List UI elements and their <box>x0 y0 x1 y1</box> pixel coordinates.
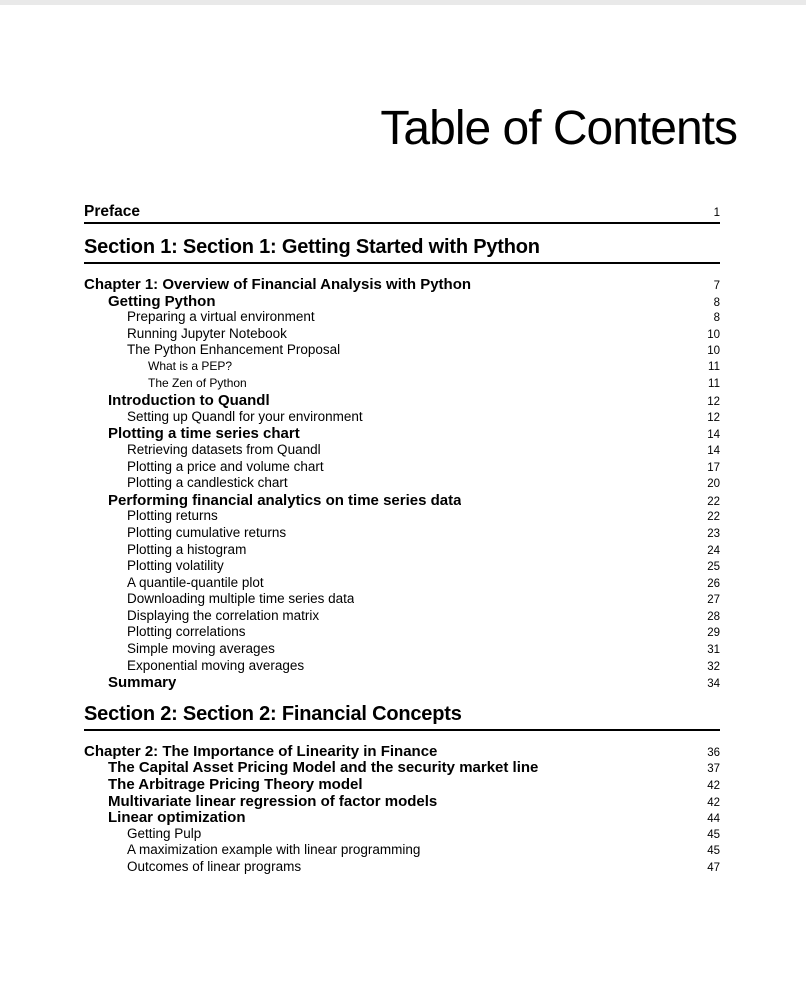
toc-entry-page-number: 10 <box>707 328 720 341</box>
toc-entry-label: The Capital Asset Pricing Model and the security market line <box>108 759 539 777</box>
toc-entry[interactable] <box>84 376 720 393</box>
toc-entry[interactable] <box>84 759 720 776</box>
toc-entry-page-number: 45 <box>707 828 720 841</box>
toc-entry-label: Displaying the correlation matrix <box>127 607 320 623</box>
toc-entry[interactable] <box>84 776 720 793</box>
toc-entry-label: The Python Enhancement Proposal <box>127 342 341 358</box>
toc-entry-list <box>84 276 720 691</box>
toc-entry-page-number: 45 <box>707 845 720 858</box>
toc-entry-label: Getting Pulp <box>127 825 202 841</box>
toc-entry-label: A maximization example with linear programming <box>127 842 421 858</box>
toc-entry[interactable] <box>84 392 720 409</box>
toc-entry-label: The Arbitrage Pricing Theory model <box>108 776 363 794</box>
toc-entry-page-number: 7 <box>713 280 720 292</box>
toc-entry-label: Plotting a histogram <box>127 541 247 557</box>
toc-entry[interactable] <box>84 508 720 525</box>
toc-entry[interactable] <box>84 359 720 376</box>
toc-entry-label: Chapter 2: The Importance of Linearity in Finance <box>84 742 438 760</box>
toc-entry-page-number: 27 <box>707 594 720 607</box>
toc-entry[interactable] <box>84 624 720 641</box>
toc-entry[interactable] <box>84 276 720 293</box>
toc-entry-page-number: 32 <box>707 660 720 673</box>
toc-entry-page-number: 17 <box>707 461 720 474</box>
toc-entry[interactable] <box>84 525 720 542</box>
toc-entry-page-number: 37 <box>707 763 720 776</box>
toc-entry-page-number: 24 <box>707 544 720 557</box>
toc-preface-page-number: 1 <box>713 207 720 219</box>
toc-entry-label: Exponential moving averages <box>127 657 305 673</box>
toc-entry[interactable] <box>84 859 720 876</box>
toc-entry-page-number: 10 <box>707 345 720 358</box>
toc-entry-page-number: 11 <box>708 360 720 373</box>
toc-entry-label: Retrieving datasets from Quandl <box>127 441 321 457</box>
toc-entry-label: Multivariate linear regression of factor models <box>108 792 438 810</box>
toc-entry[interactable] <box>84 674 720 691</box>
toc-entry-label: Plotting a time series chart <box>108 425 300 443</box>
toc-entry-page-number: 11 <box>708 377 720 390</box>
toc-entry-label: Plotting correlations <box>127 624 246 640</box>
toc-entry-page-number: 8 <box>713 296 720 309</box>
toc-page <box>84 0 737 876</box>
toc-entry[interactable] <box>84 809 720 826</box>
toc-entry[interactable] <box>84 591 720 608</box>
toc-entry-page-number: 14 <box>707 444 720 457</box>
toc-entry-page-number: 36 <box>707 746 720 759</box>
toc-entry-label: Downloading multiple time series data <box>127 591 355 607</box>
toc-entry[interactable] <box>84 442 720 459</box>
toc-preface-entry[interactable] <box>84 203 720 224</box>
toc-entry[interactable] <box>84 743 720 760</box>
toc-sections <box>84 236 720 876</box>
toc-entry[interactable] <box>84 492 720 509</box>
toc-entry-label: A quantile-quantile plot <box>127 574 264 590</box>
toc-entry[interactable] <box>84 459 720 476</box>
toc-entry-label: Plotting volatility <box>127 558 224 574</box>
toc-entry-label: Running Jupyter Notebook <box>127 325 287 341</box>
toc-entry[interactable] <box>84 826 720 843</box>
toc-entry-label: Plotting cumulative returns <box>127 524 287 540</box>
toc-entry-label: Chapter 1: Overview of Financial Analysis with Python <box>84 276 472 293</box>
toc-entry[interactable] <box>84 542 720 559</box>
toc-entry[interactable] <box>84 575 720 592</box>
toc-entry[interactable] <box>84 309 720 326</box>
toc-entry[interactable] <box>84 793 720 810</box>
toc-entry-label: Setting up Quandl for your environment <box>127 408 363 424</box>
toc-section-heading[interactable]: Section 1: Section 1: Getting Started with Python <box>84 236 720 264</box>
toc-entry-page-number: 28 <box>707 610 720 623</box>
toc-entry-page-number: 14 <box>707 429 720 442</box>
toc-entry-page-number: 12 <box>707 411 720 424</box>
toc-entry-page-number: 20 <box>707 478 720 491</box>
toc-entry-label: What is a PEP? <box>148 358 233 373</box>
toc-entry-label: Summary <box>108 674 177 692</box>
toc-entry-label: The Zen of Python <box>148 375 247 390</box>
page-title: Table of Contents <box>380 102 737 155</box>
toc-entry[interactable] <box>84 425 720 442</box>
toc-preface-label: Preface <box>84 203 141 220</box>
toc-section-heading[interactable]: Section 2: Section 2: Financial Concepts <box>84 703 720 731</box>
toc-entry-page-number: 29 <box>707 627 720 640</box>
toc-entry[interactable] <box>84 475 720 492</box>
toc-entry-page-number: 8 <box>713 312 720 325</box>
toc-entry-list <box>84 743 720 876</box>
toc-entry-label: Performing financial analytics on time series data <box>108 491 462 509</box>
toc-entry-label: Plotting a candlestick chart <box>127 475 288 491</box>
toc-entry-page-number: 42 <box>707 780 720 793</box>
toc-entry-page-number: 25 <box>707 561 720 574</box>
toc-entry-page-number: 26 <box>707 577 720 590</box>
toc-entry[interactable] <box>84 658 720 675</box>
toc-entry-page-number: 42 <box>707 796 720 809</box>
toc-entry-page-number: 23 <box>707 527 720 540</box>
toc-entry[interactable] <box>84 326 720 343</box>
toc-entry-page-number: 22 <box>707 495 720 508</box>
toc-entry-label: Linear optimization <box>108 809 246 827</box>
toc-entry-page-number: 47 <box>707 862 720 874</box>
toc-entry[interactable] <box>84 608 720 625</box>
toc-entry-label: Introduction to Quandl <box>108 392 270 410</box>
toc-entry-label: Plotting a price and volume chart <box>127 458 324 474</box>
toc-entry-label: Outcomes of linear programs <box>127 859 302 874</box>
toc-entry-page-number: 12 <box>707 396 720 409</box>
toc-entry[interactable] <box>84 293 720 310</box>
toc-entry-page-number: 22 <box>707 511 720 524</box>
toc-entry-label: Preparing a virtual environment <box>127 309 315 325</box>
toc-entry-label: Getting Python <box>108 292 216 310</box>
toc-entry[interactable] <box>84 409 720 426</box>
toc-entry[interactable] <box>84 842 720 859</box>
toc-entry-page-number: 44 <box>707 813 720 826</box>
toc-entry[interactable] <box>84 558 720 575</box>
toc-entry[interactable] <box>84 342 720 359</box>
toc-entry-label: Simple moving averages <box>127 641 275 657</box>
toc-entry-label: Plotting returns <box>127 508 218 524</box>
toc-entry-page-number: 34 <box>707 678 720 691</box>
toc-entry-page-number: 31 <box>707 644 720 657</box>
toc-entry[interactable] <box>84 641 720 658</box>
